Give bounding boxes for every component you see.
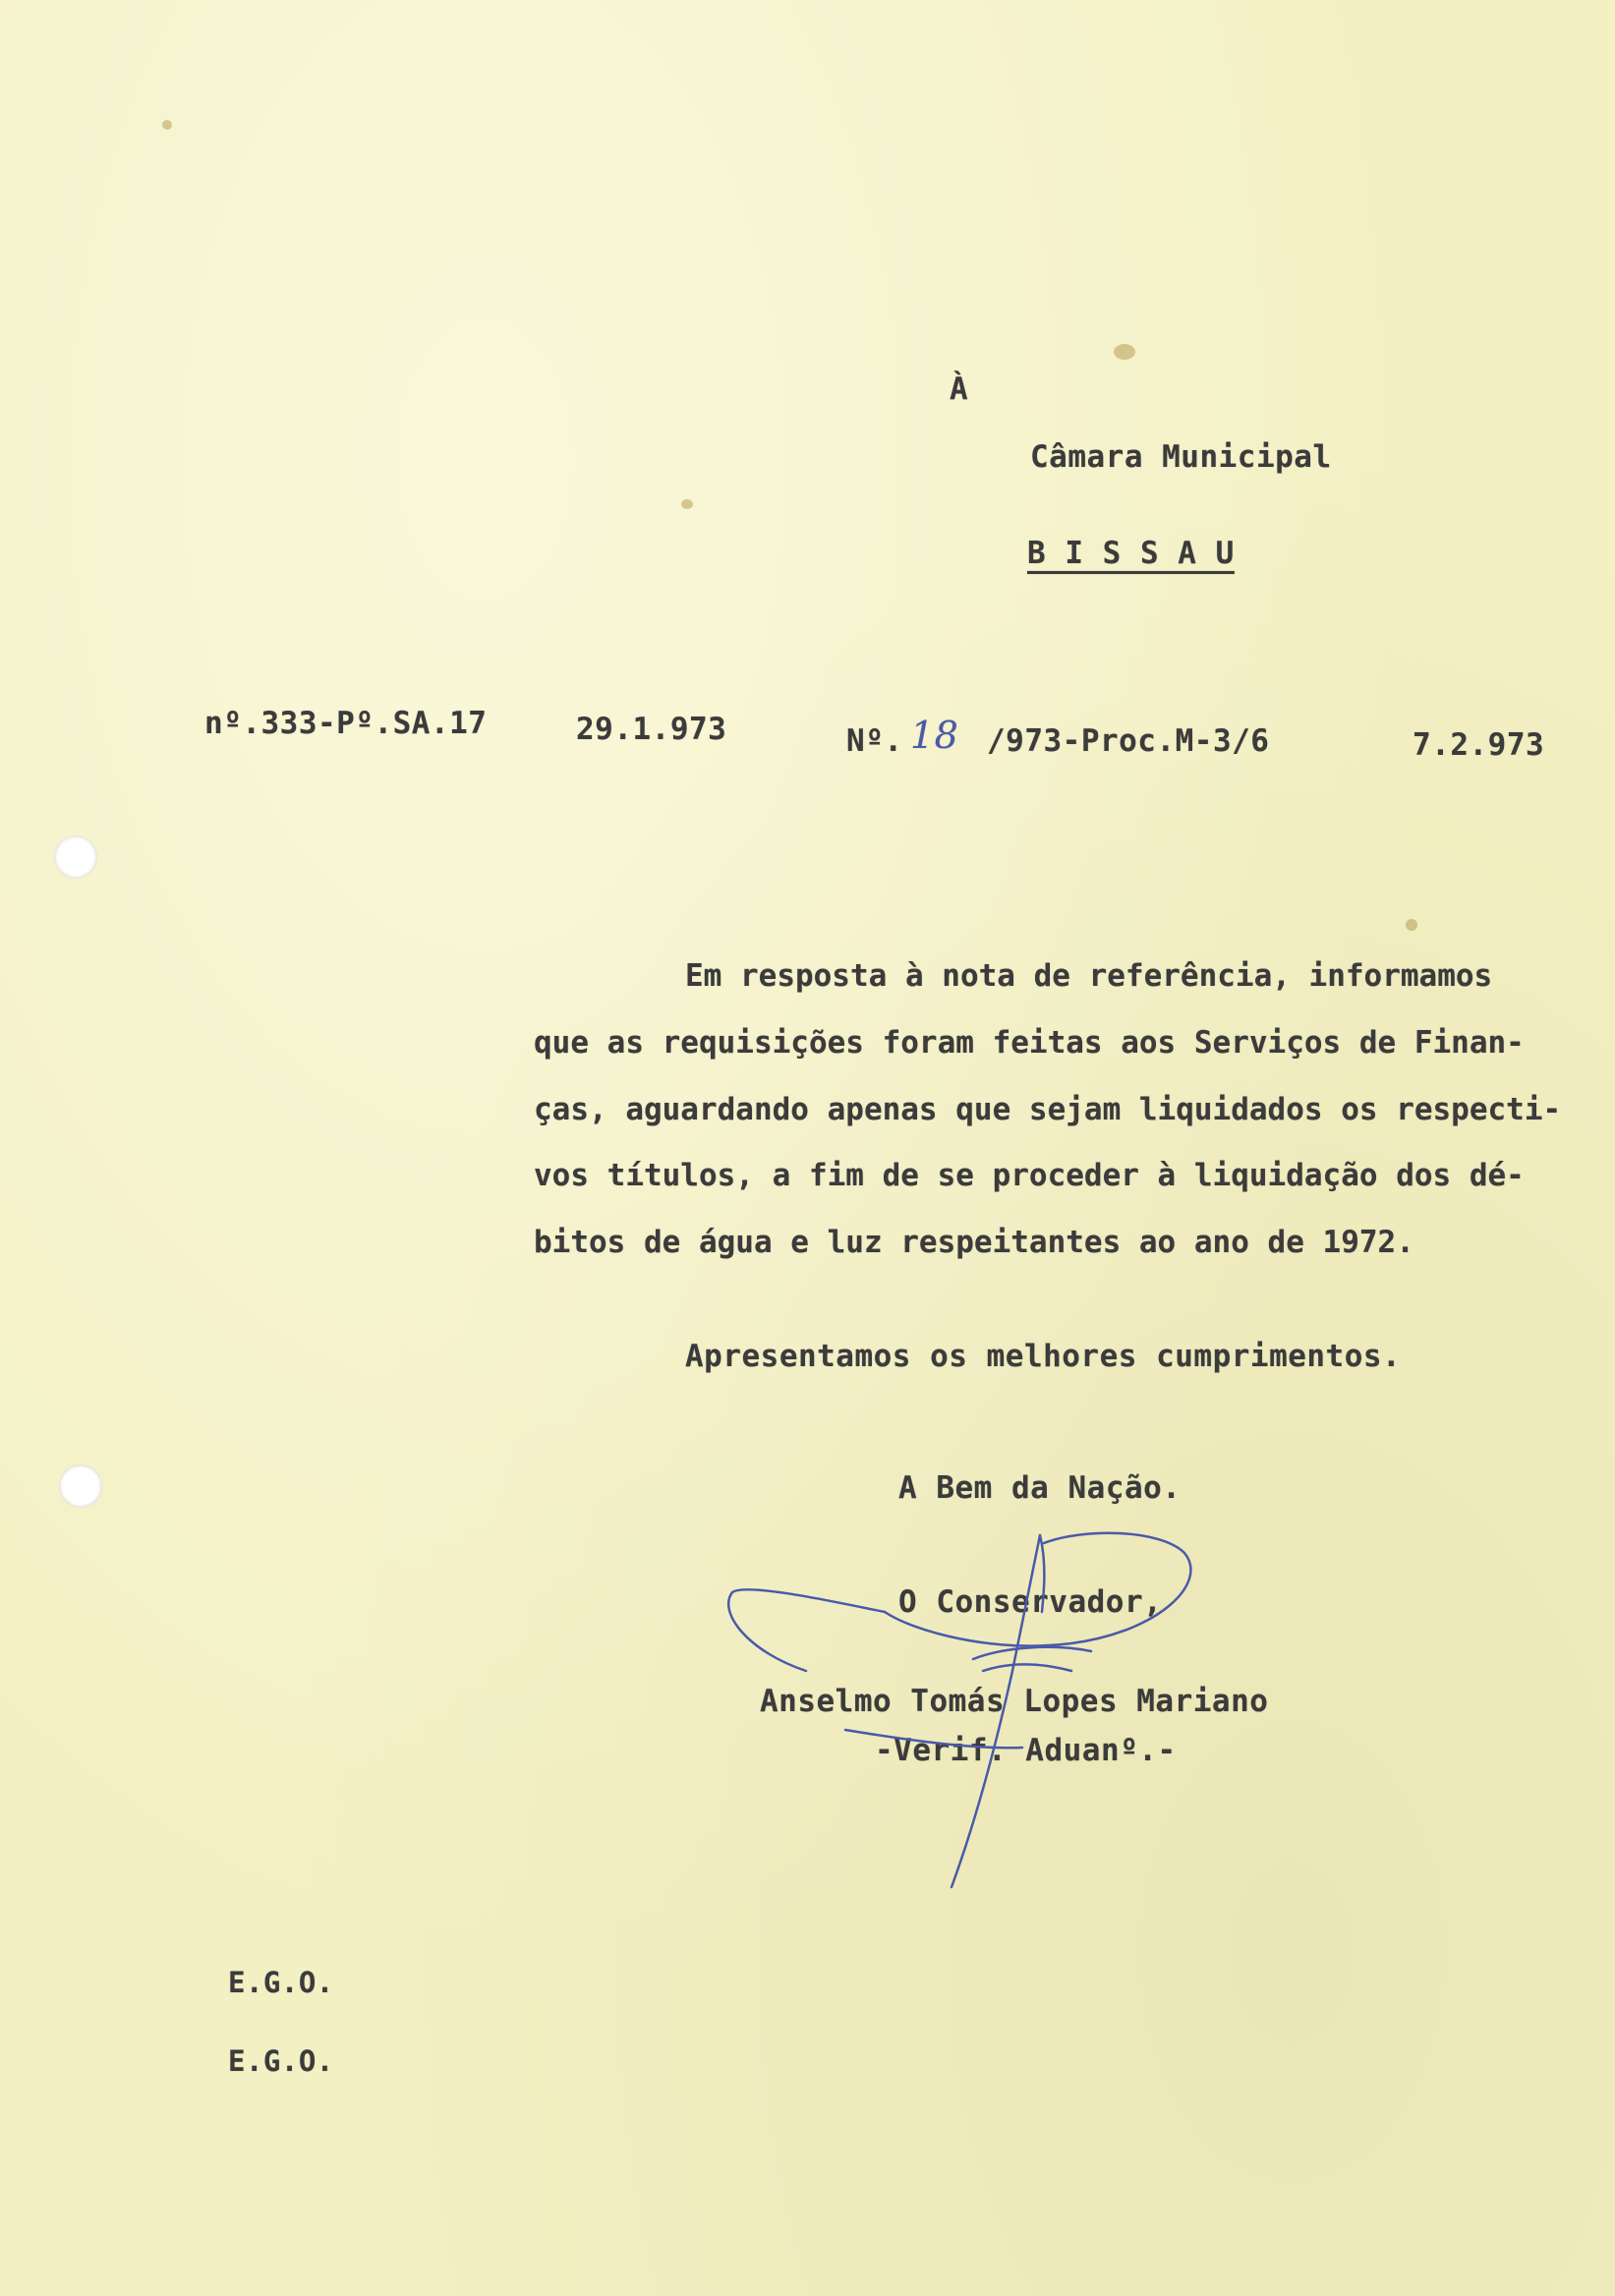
- their-reference: nº.333-Pº.SA.17: [204, 706, 488, 741]
- signatory-name: Anselmo Tomás Lopes Mariano: [760, 1684, 1269, 1719]
- body-line-3: ças, aguardando apenas que sejam liquidados os respecti-: [534, 1092, 1562, 1127]
- motto: A Bem da Nação.: [898, 1470, 1182, 1506]
- our-reference-suffix: /973-Proc.M-3/6: [987, 723, 1270, 759]
- addressee-institution: Câmara Municipal: [1030, 439, 1332, 475]
- body-line-1: Em resposta à nota de referência, informamos: [685, 958, 1493, 994]
- body-line-4: vos títulos, a fim de se proceder à liquidação dos dé-: [534, 1158, 1525, 1193]
- our-date: 7.2.973: [1413, 727, 1545, 763]
- signatory-position: -Verif. Aduanº.-: [875, 1733, 1177, 1768]
- closing-greeting: Apresentamos os melhores cumprimentos.: [685, 1339, 1402, 1374]
- footer-mark-2: E.G.O.: [228, 2044, 334, 2078]
- addressee-city: B I S S A U: [1027, 536, 1235, 571]
- signatory-title: O Conservador,: [898, 1584, 1163, 1620]
- our-reference-prefix: Nº.: [846, 723, 903, 759]
- footer-mark-1: E.G.O.: [228, 1966, 334, 1999]
- addressee-prefix: À: [950, 372, 969, 407]
- our-reference-number: 18: [910, 714, 959, 757]
- body-line-5: bitos de água e luz respeitantes ao ano de 1972.: [534, 1225, 1414, 1260]
- body-line-2: que as requisições foram feitas aos Serviços de Finan-: [534, 1025, 1525, 1061]
- their-date: 29.1.973: [576, 712, 727, 747]
